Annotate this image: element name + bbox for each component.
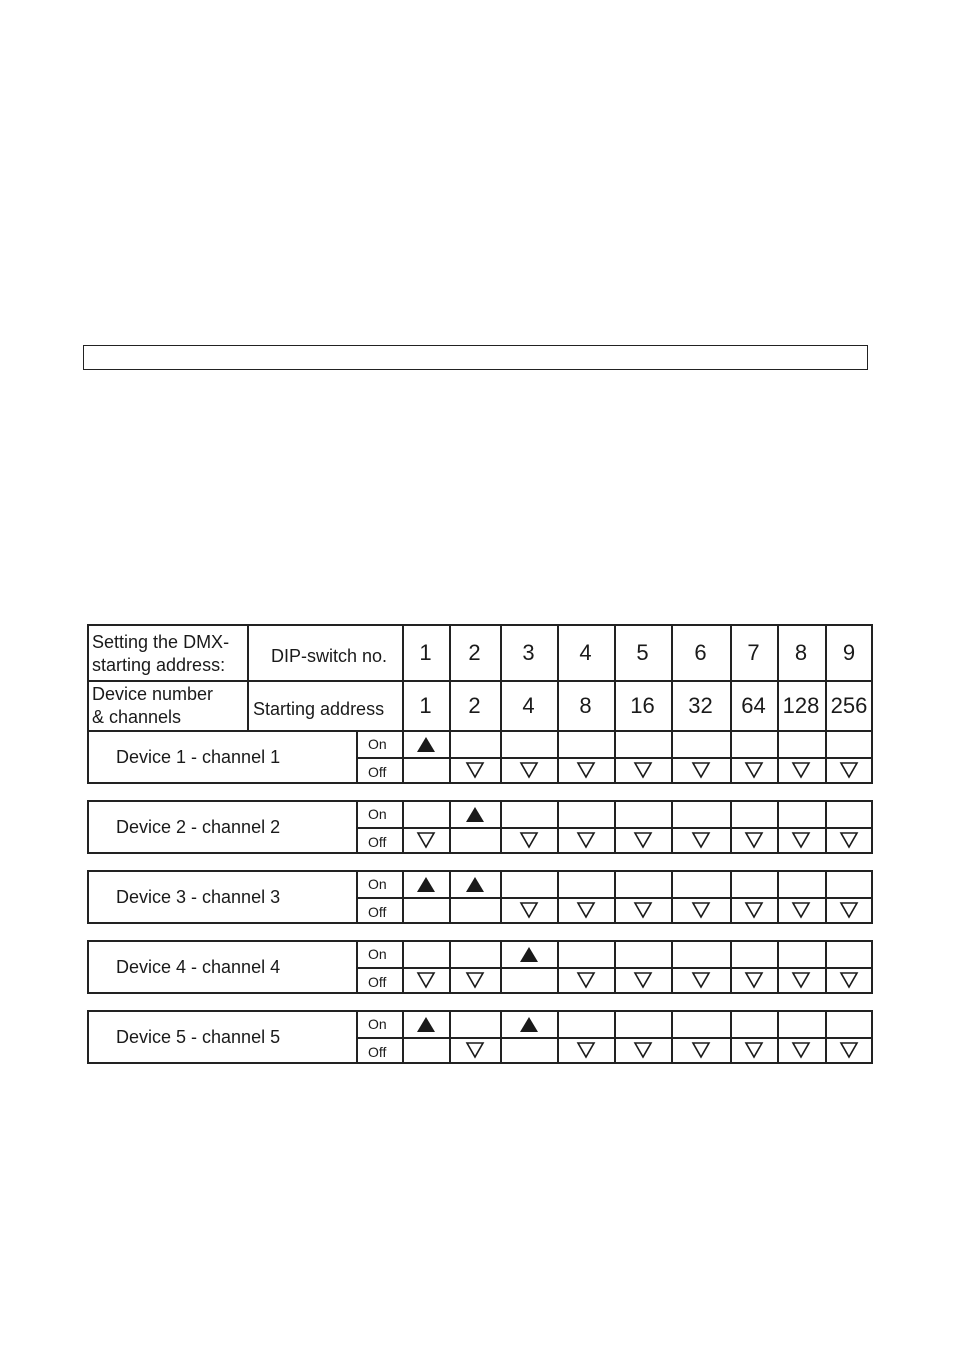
device-switch-row bbox=[87, 870, 873, 924]
switch-column-divider bbox=[777, 942, 779, 992]
switch-column-divider bbox=[614, 872, 616, 922]
switch-column-divider bbox=[449, 802, 451, 852]
dip-switch-number: 9 bbox=[842, 640, 856, 665]
switch-column-divider bbox=[777, 872, 779, 922]
dip-switch-number: 5 bbox=[636, 640, 649, 665]
switch-column-divider bbox=[730, 802, 732, 852]
device-label: Device 4 - channel 4 bbox=[116, 957, 281, 977]
switch-column-divider bbox=[671, 1012, 673, 1062]
switch-column-divider bbox=[356, 872, 358, 922]
switch-on-up-triangle-icon bbox=[416, 1016, 436, 1034]
switch-off-down-triangle-icon bbox=[416, 971, 436, 989]
switch-column-divider bbox=[500, 1012, 502, 1062]
header-column-divider bbox=[247, 626, 249, 730]
dip-switch-header-table bbox=[87, 624, 873, 732]
starting-address-value: 128 bbox=[782, 693, 820, 718]
switch-column-divider bbox=[402, 872, 404, 922]
switch-column-divider bbox=[402, 802, 404, 852]
switch-column-divider bbox=[671, 942, 673, 992]
switch-column-divider bbox=[825, 802, 827, 852]
switch-column-divider bbox=[671, 872, 673, 922]
dip-switch-number: 2 bbox=[468, 640, 481, 665]
empty-frame-box bbox=[83, 345, 868, 370]
switch-on-up-triangle-icon bbox=[465, 806, 485, 824]
device-switch-row bbox=[87, 940, 873, 994]
switch-column-divider bbox=[500, 942, 502, 992]
switch-column-divider bbox=[557, 1012, 559, 1062]
device-label: Device 3 - channel 3 bbox=[116, 887, 281, 907]
switch-off-down-triangle-icon bbox=[633, 971, 653, 989]
switch-off-down-triangle-icon bbox=[691, 831, 711, 849]
device-switch-row bbox=[87, 730, 873, 784]
switch-off-down-triangle-icon bbox=[576, 971, 596, 989]
switch-on-up-triangle-icon bbox=[519, 1016, 539, 1034]
on-label: On bbox=[368, 946, 387, 962]
switch-on-up-triangle-icon bbox=[416, 736, 436, 754]
switch-off-down-triangle-icon bbox=[633, 1041, 653, 1059]
device-label: Device 2 - channel 2 bbox=[116, 817, 281, 837]
switch-column-divider bbox=[402, 732, 404, 782]
switch-column-divider bbox=[449, 732, 451, 782]
switch-column-divider bbox=[730, 732, 732, 782]
switch-column-divider bbox=[557, 732, 559, 782]
starting-address-value: 16 bbox=[630, 693, 655, 718]
dip-switch-number: 1 bbox=[419, 640, 432, 665]
starting-address-value: 256 bbox=[830, 693, 868, 718]
switch-column-divider bbox=[402, 942, 404, 992]
on-label: On bbox=[368, 876, 387, 892]
switch-column-divider bbox=[356, 732, 358, 782]
switch-on-up-triangle-icon bbox=[465, 876, 485, 894]
switch-column-divider bbox=[356, 942, 358, 992]
switch-column-divider bbox=[402, 1012, 404, 1062]
switch-column-divider bbox=[557, 802, 559, 852]
switch-off-down-triangle-icon bbox=[465, 971, 485, 989]
device-switch-row bbox=[87, 800, 873, 854]
switch-column-divider bbox=[777, 1012, 779, 1062]
switch-off-down-triangle-icon bbox=[691, 901, 711, 919]
switch-column-divider bbox=[449, 1012, 451, 1062]
switch-column-divider bbox=[500, 732, 502, 782]
switch-column-divider bbox=[500, 872, 502, 922]
switch-off-down-triangle-icon bbox=[416, 831, 436, 849]
dip-switch-number: 6 bbox=[694, 640, 707, 665]
switch-column-divider bbox=[671, 732, 673, 782]
dip-switch-number: 8 bbox=[794, 640, 808, 665]
switch-off-down-triangle-icon bbox=[691, 1041, 711, 1059]
dip-switch-number: 3 bbox=[522, 640, 535, 665]
switch-off-down-triangle-icon bbox=[791, 901, 811, 919]
device-switch-row bbox=[87, 1010, 873, 1064]
device-number-label-line1: Device number bbox=[92, 684, 214, 704]
switch-off-down-triangle-icon bbox=[839, 761, 859, 779]
starting-address-value: 4 bbox=[522, 693, 535, 718]
switch-column-divider bbox=[730, 1012, 732, 1062]
on-label: On bbox=[368, 806, 387, 822]
dip-switch-no-label: DIP-switch no. bbox=[271, 646, 388, 666]
starting-address-value: 64 bbox=[741, 693, 766, 718]
switch-off-down-triangle-icon bbox=[744, 761, 764, 779]
switch-on-up-triangle-icon bbox=[519, 946, 539, 964]
on-label: On bbox=[368, 736, 387, 752]
switch-off-down-triangle-icon bbox=[519, 831, 539, 849]
switch-column-divider bbox=[614, 942, 616, 992]
starting-address-label: Starting address bbox=[253, 699, 385, 719]
switch-off-down-triangle-icon bbox=[839, 1041, 859, 1059]
switch-off-down-triangle-icon bbox=[839, 831, 859, 849]
on-label: On bbox=[368, 1016, 387, 1032]
switch-column-divider bbox=[777, 732, 779, 782]
switch-column-divider bbox=[557, 942, 559, 992]
switch-off-down-triangle-icon bbox=[465, 761, 485, 779]
switch-off-down-triangle-icon bbox=[576, 1041, 596, 1059]
switch-off-down-triangle-icon bbox=[633, 901, 653, 919]
switch-column-divider bbox=[730, 942, 732, 992]
starting-address-value: 2 bbox=[468, 693, 481, 718]
switch-column-divider bbox=[614, 732, 616, 782]
switch-off-down-triangle-icon bbox=[633, 831, 653, 849]
switch-column-divider bbox=[614, 802, 616, 852]
switch-off-down-triangle-icon bbox=[839, 971, 859, 989]
starting-address-value: 8 bbox=[579, 693, 592, 718]
off-label: Off bbox=[368, 834, 387, 850]
switch-column-divider bbox=[449, 942, 451, 992]
switch-off-down-triangle-icon bbox=[576, 761, 596, 779]
off-label: Off bbox=[368, 974, 387, 990]
switch-column-divider bbox=[825, 942, 827, 992]
starting-address-value: 32 bbox=[688, 693, 713, 718]
switch-off-down-triangle-icon bbox=[839, 901, 859, 919]
switch-column-divider bbox=[671, 802, 673, 852]
switch-off-down-triangle-icon bbox=[744, 901, 764, 919]
dip-switch-number: 7 bbox=[747, 640, 760, 665]
setting-label-line2: starting address: bbox=[92, 655, 226, 675]
switch-column-divider bbox=[614, 1012, 616, 1062]
starting-address-value: 1 bbox=[419, 693, 432, 718]
device-number-label-line2: & channels bbox=[92, 707, 182, 727]
off-label: Off bbox=[368, 904, 387, 920]
device-label: Device 1 - channel 1 bbox=[116, 747, 281, 767]
switch-off-down-triangle-icon bbox=[519, 761, 539, 779]
off-label: Off bbox=[368, 764, 387, 780]
switch-column-divider bbox=[730, 872, 732, 922]
switch-off-down-triangle-icon bbox=[791, 1041, 811, 1059]
switch-off-down-triangle-icon bbox=[576, 901, 596, 919]
switch-off-down-triangle-icon bbox=[744, 831, 764, 849]
switch-off-down-triangle-icon bbox=[791, 761, 811, 779]
dip-switch-number: 4 bbox=[579, 640, 592, 665]
switch-on-up-triangle-icon bbox=[416, 876, 436, 894]
switch-column-divider bbox=[777, 802, 779, 852]
switch-off-down-triangle-icon bbox=[691, 761, 711, 779]
switch-column-divider bbox=[557, 872, 559, 922]
switch-off-down-triangle-icon bbox=[744, 971, 764, 989]
switch-column-divider bbox=[356, 802, 358, 852]
switch-off-down-triangle-icon bbox=[465, 1041, 485, 1059]
switch-off-down-triangle-icon bbox=[791, 971, 811, 989]
switch-off-down-triangle-icon bbox=[744, 1041, 764, 1059]
device-label: Device 5 - channel 5 bbox=[116, 1027, 281, 1047]
switch-off-down-triangle-icon bbox=[519, 901, 539, 919]
switch-column-divider bbox=[449, 872, 451, 922]
switch-column-divider bbox=[825, 1012, 827, 1062]
switch-off-down-triangle-icon bbox=[576, 831, 596, 849]
switch-off-down-triangle-icon bbox=[791, 831, 811, 849]
switch-off-down-triangle-icon bbox=[633, 761, 653, 779]
switch-column-divider bbox=[356, 1012, 358, 1062]
switch-column-divider bbox=[825, 732, 827, 782]
switch-off-down-triangle-icon bbox=[691, 971, 711, 989]
switch-column-divider bbox=[825, 872, 827, 922]
off-label: Off bbox=[368, 1044, 387, 1060]
switch-column-divider bbox=[500, 802, 502, 852]
setting-label-line1: Setting the DMX- bbox=[92, 632, 230, 652]
